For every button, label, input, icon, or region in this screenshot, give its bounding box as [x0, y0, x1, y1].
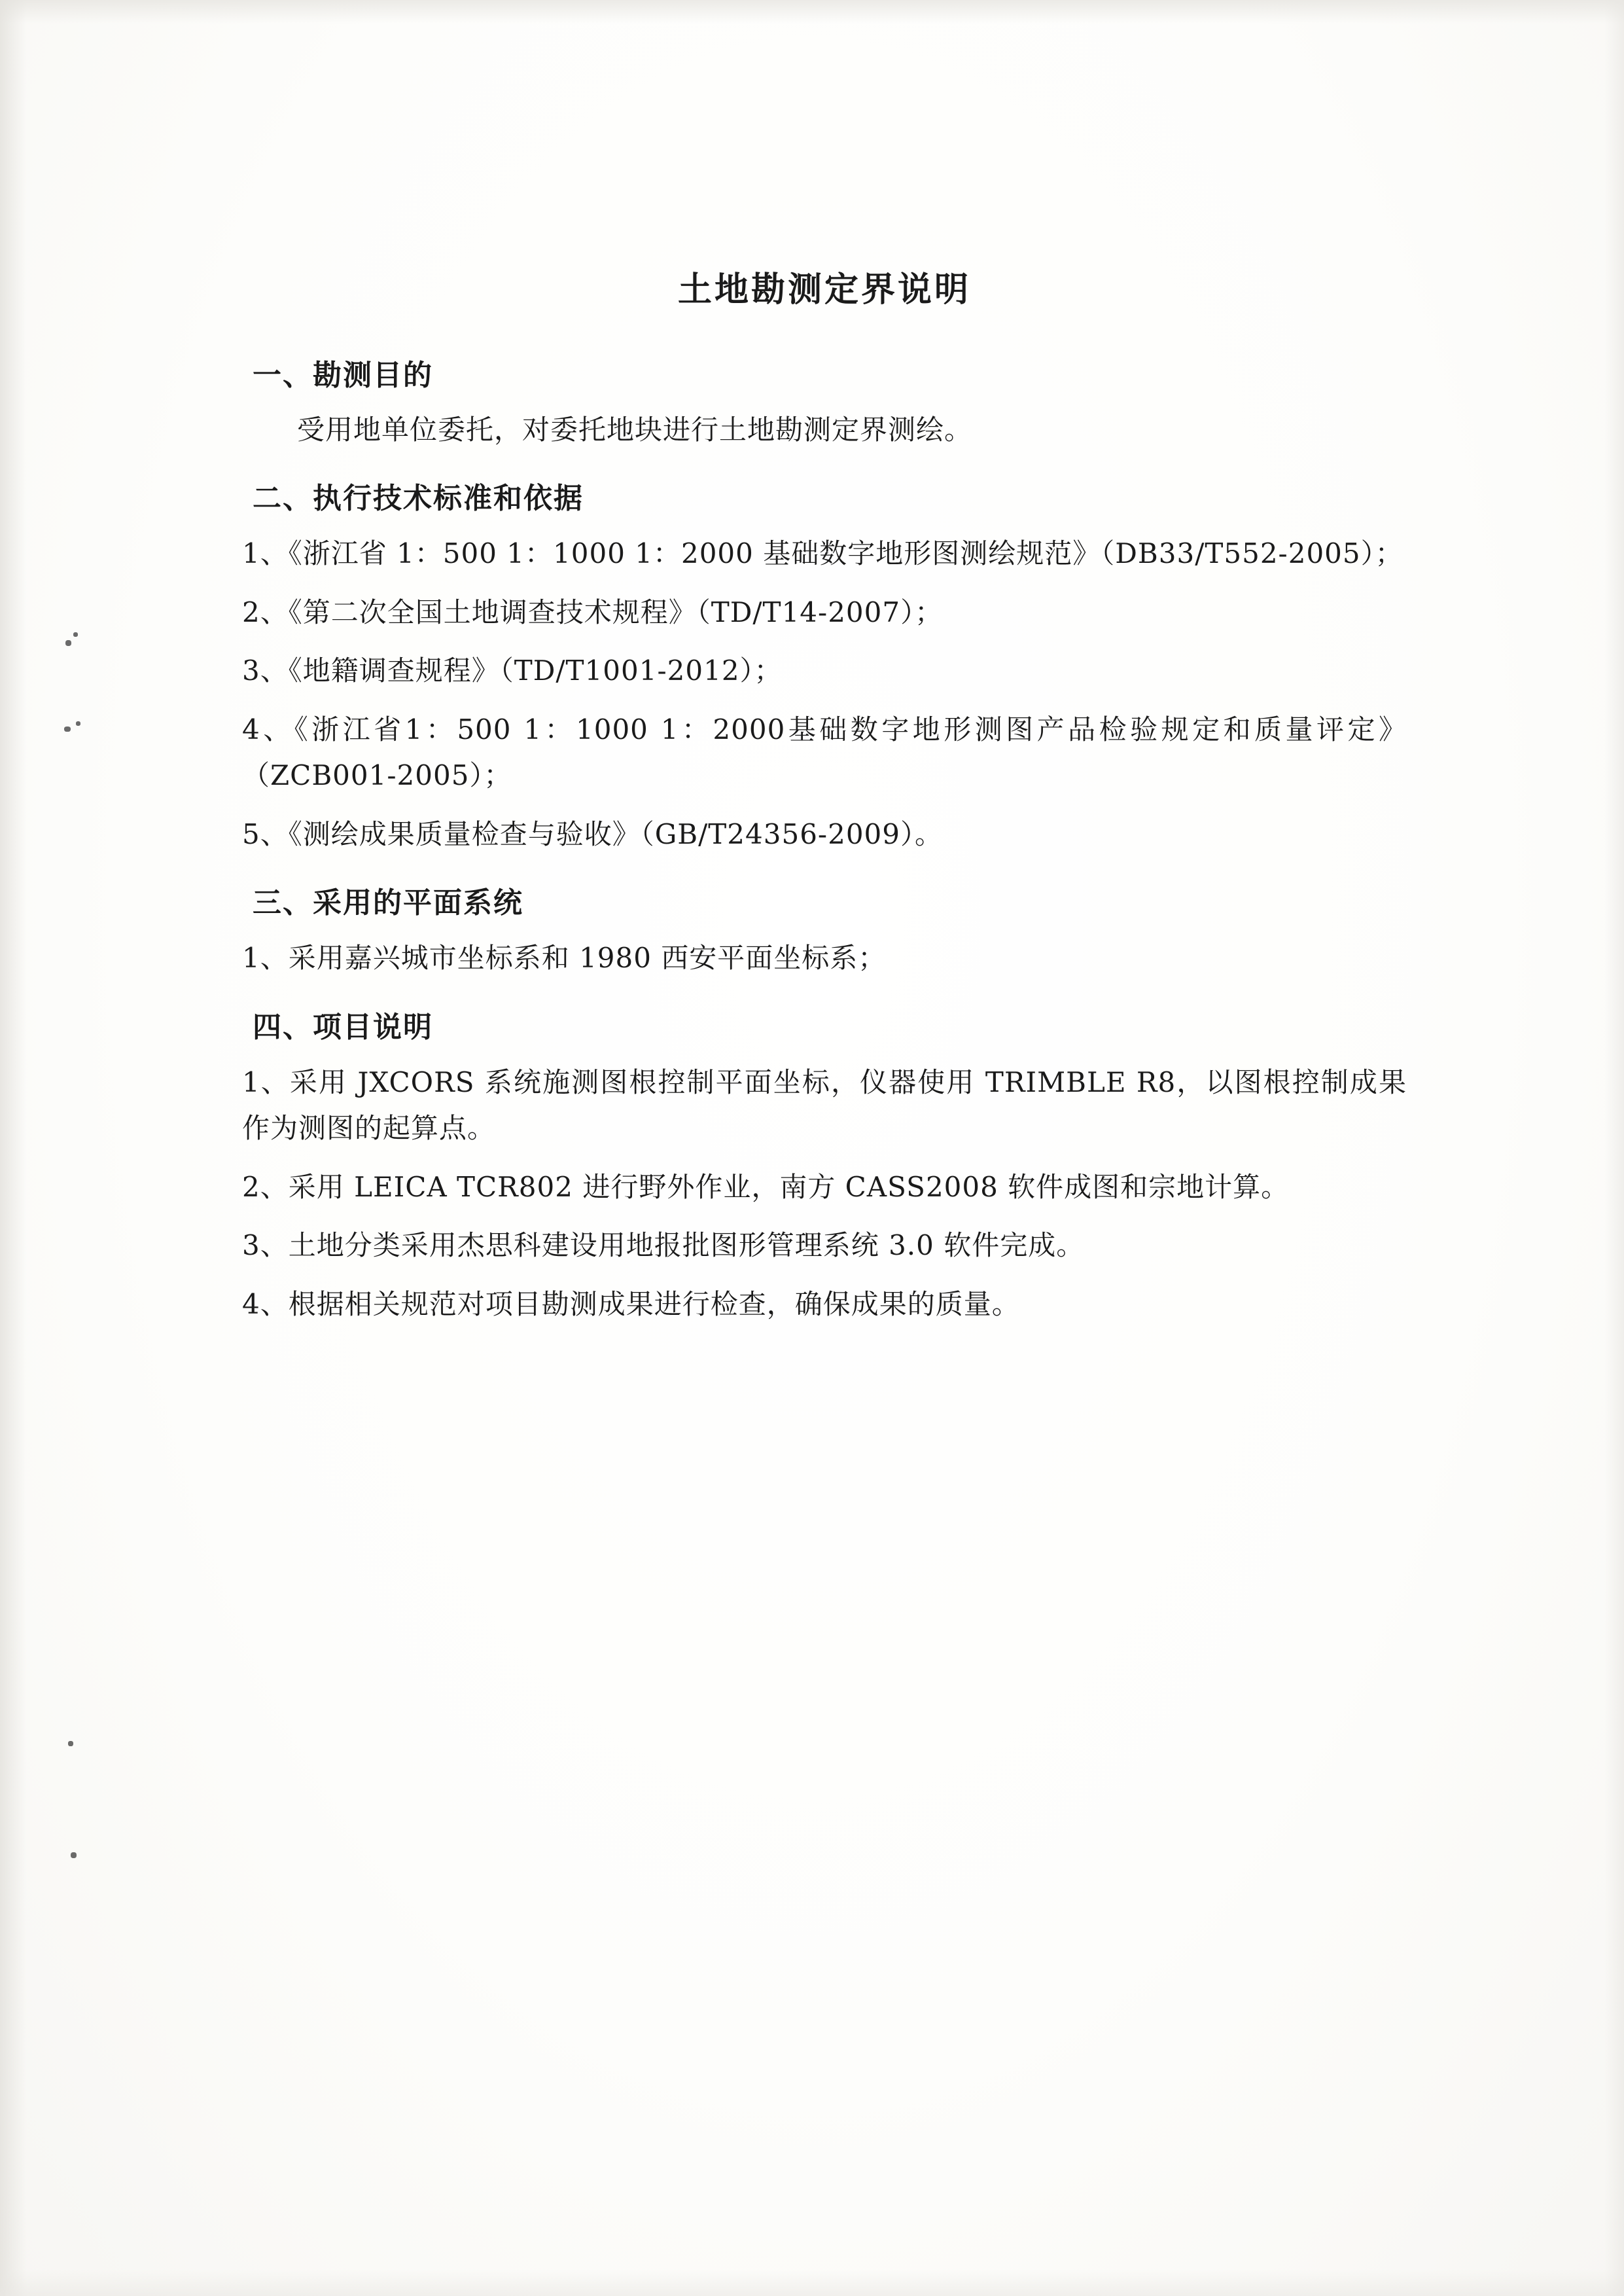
document-body	[242, 262, 1407, 1340]
list-item-standard-5: 5、《测绘成果质量检查与验收》（GB/T24356-2009）。	[242, 817, 943, 850]
list-item-project-4: 4、根据相关规范对项目勘测成果进行检查，确保成果的质量。	[242, 1287, 1020, 1320]
list-item-project-2: 2、采用 LEICA TCR802 进行野外作业，南方 CASS2008 软件成图和宗地计算。	[242, 1170, 1290, 1203]
page-edge-shadow-top	[0, 0, 1624, 24]
list-item-standard-2: 2、《第二次全国土地调查技术规程》（TD/T14-2007）；	[242, 596, 944, 628]
section-heading-coordinate-system: 三、采用的平面系统	[253, 886, 523, 920]
page-edge-shadow-bottom	[0, 2270, 1624, 2296]
scan-artifact-speck	[65, 640, 71, 646]
paragraph-purpose-1: 受用地单位委托，对委托地块进行土地勘测定界测绘。	[297, 414, 973, 446]
list-item-project-1: 1、采用 JXCORS 系统施测图根控制平面坐标，仪器使用 TRIMBLE R8，以图根控制成果作为测图的起算点。	[242, 1066, 1407, 1144]
list-item-standard-3: 3、《地籍调查规程》（TD/T1001-2012）；	[242, 655, 783, 687]
list-item-coordinate-1: 1、采用嘉兴城市坐标系和 1980 西安平面坐标系；	[242, 942, 887, 975]
list-item-standard-4: 4、《浙江省1：500 1：1000 1：2000基础数字地形测图产品检验规定和质量评定》（ZCB001-2005）；	[242, 713, 1407, 791]
page-edge-shadow-left	[0, 0, 26, 2296]
list-item-standard-1: 1、《浙江省 1：500 1：1000 1：2000 基础数字地形图测绘规范》（DB33/T552-2005）；	[242, 537, 1403, 570]
list-item-project-3: 3、土地分类采用杰思科建设用地报批图形管理系统 3.0 软件完成。	[242, 1229, 1085, 1262]
scan-artifact-speck	[71, 1852, 77, 1858]
scan-artifact-speck	[73, 632, 78, 637]
page-edge-shadow-right	[1604, 0, 1624, 2296]
page-title: 土地勘测定界说明	[677, 270, 971, 310]
scan-artifact-speck	[64, 726, 71, 732]
scan-artifact-speck	[68, 1741, 73, 1746]
scan-artifact-speck	[76, 721, 80, 726]
section-heading-standards: 二、执行技术标准和依据	[253, 482, 584, 516]
section-heading-project-notes: 四、项目说明	[253, 1011, 433, 1045]
section-heading-purpose: 一、勘测目的	[253, 359, 433, 392]
